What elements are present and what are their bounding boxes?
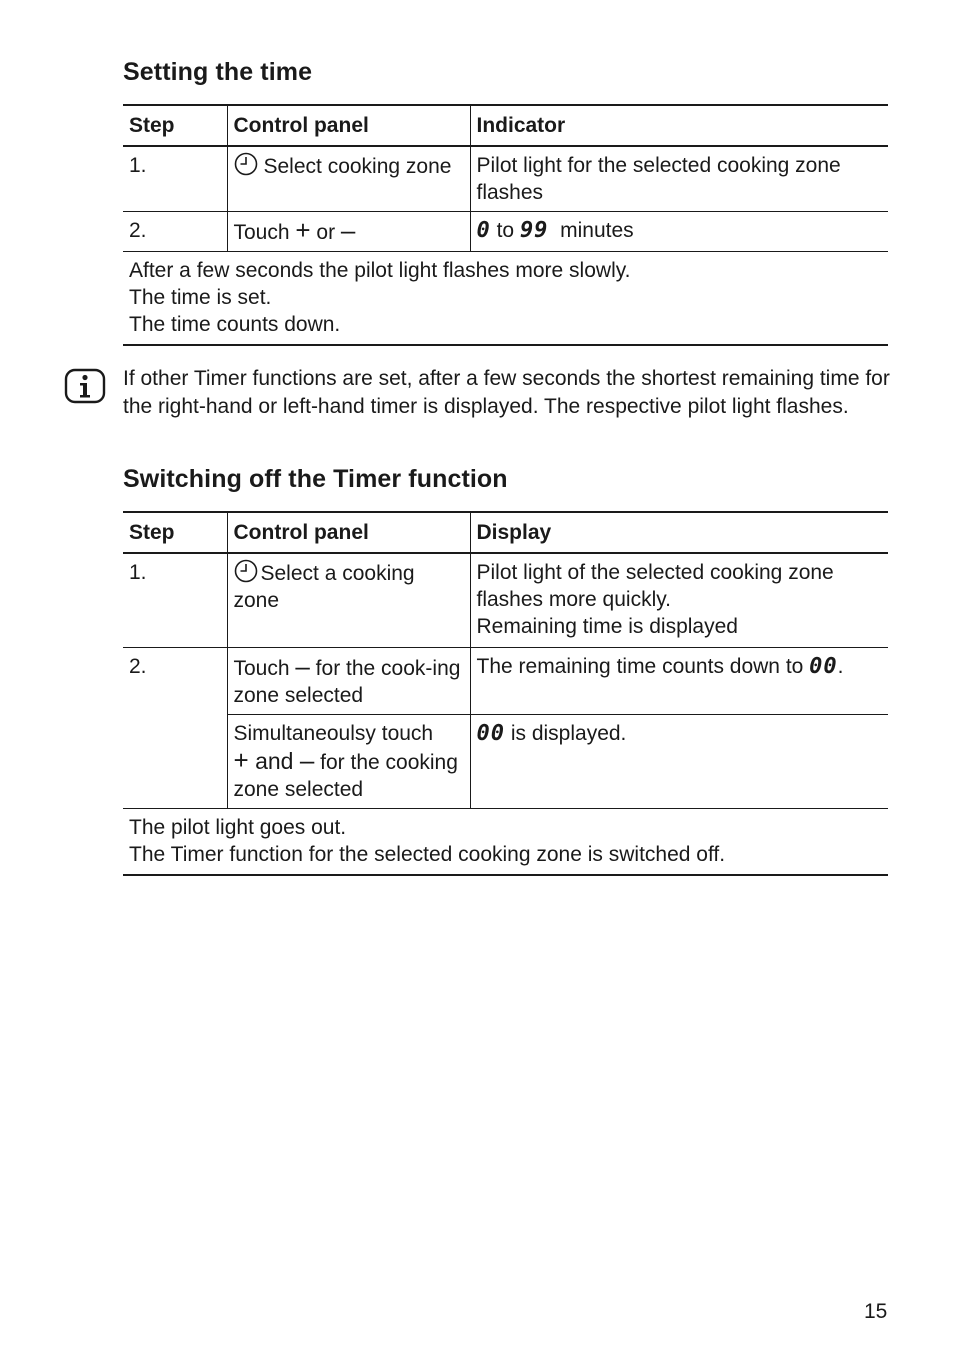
to-text: to — [490, 219, 520, 242]
display-cell — [470, 553, 888, 648]
segment-display-max: 99 — [519, 218, 549, 243]
table-header-row — [123, 512, 888, 553]
header-step: Step — [123, 512, 227, 553]
footer-line: The pilot light goes out. — [129, 816, 347, 839]
display-text: . — [837, 655, 844, 678]
table-row — [123, 715, 888, 809]
display-text: is displayed. — [505, 722, 627, 745]
display-cell — [470, 648, 888, 715]
control-cell — [227, 212, 470, 252]
info-note: If other Timer functions are set, after a few seconds the shortest remaining time for the right-hand or left-hand timer is displayed. The respective pilot light flashes. — [123, 367, 890, 418]
control-text: Select a cooking zone — [233, 562, 415, 612]
minus-symbol: – — [299, 745, 315, 775]
table-row — [123, 212, 888, 252]
control-text: Select cooking zone — [263, 155, 452, 178]
setting-time-table — [123, 104, 888, 346]
header-indicator: Indicator — [476, 114, 566, 137]
step-number: 1. — [123, 553, 227, 648]
table-row — [123, 146, 888, 212]
clock-icon — [234, 152, 258, 176]
header-control-panel: Control panel — [227, 512, 470, 553]
footer-cell — [123, 252, 888, 346]
control-cell — [227, 146, 470, 212]
clock-icon — [234, 559, 258, 583]
info-icon — [64, 368, 106, 404]
segment-display-min: 0 — [476, 218, 491, 243]
footer-line: After a few seconds the pilot light flashes more slowly. — [129, 259, 631, 282]
control-cell — [227, 715, 470, 809]
table-footer-row — [123, 252, 888, 346]
footer-cell — [123, 809, 888, 876]
segment-display: 00 — [809, 654, 838, 679]
minus-symbol: – — [340, 215, 356, 245]
control-cell — [227, 648, 470, 715]
switching-off-table — [123, 511, 888, 876]
table-header-row — [123, 105, 888, 146]
control-text: Simultaneoulsy touch — [233, 722, 434, 745]
segment-display: 00 — [476, 721, 505, 746]
control-text: Touch — [233, 221, 296, 244]
header-control-panel: Control panel — [227, 105, 470, 146]
or-text: or — [310, 221, 341, 244]
indicator-cell: Pilot light for the selected cooking zone flashes — [476, 154, 841, 204]
footer-line: The Timer function for the selected cooking zone is switched off. — [129, 843, 726, 866]
control-text: Touch — [233, 657, 296, 680]
plus-symbol: + — [233, 745, 249, 775]
and-text: and — [248, 748, 300, 774]
unit-text: minutes — [560, 219, 634, 242]
header-step: Step — [123, 105, 227, 146]
step-number: 2. — [123, 212, 227, 252]
footer-line: The time is set. — [129, 286, 272, 309]
control-cell — [227, 553, 470, 648]
step-number: 1. — [123, 146, 227, 212]
indicator-cell — [470, 212, 888, 252]
page-number: 15 — [864, 1300, 888, 1323]
display-text: Remaining time is displayed — [476, 615, 738, 638]
footer-line: The time counts down. — [129, 313, 341, 336]
control-text: for the cook-ing zone selected — [233, 657, 461, 707]
section-title-setting-time: Setting the time — [123, 58, 313, 86]
table-row — [123, 553, 888, 648]
display-text: The remaining time counts down to — [476, 655, 810, 678]
minus-symbol: – — [295, 651, 310, 681]
display-text: Pilot light of the selected cooking zone flashes more quickly. — [476, 561, 834, 611]
header-display: Display — [476, 521, 552, 544]
table-row — [123, 648, 888, 715]
display-cell — [470, 715, 888, 809]
plus-symbol: + — [295, 215, 311, 245]
table-footer-row — [123, 809, 888, 876]
step-number: 2. — [123, 648, 227, 809]
section-title-switching-off: Switching off the Timer function — [123, 465, 508, 493]
control-text: for the cooking zone selected — [233, 751, 458, 801]
